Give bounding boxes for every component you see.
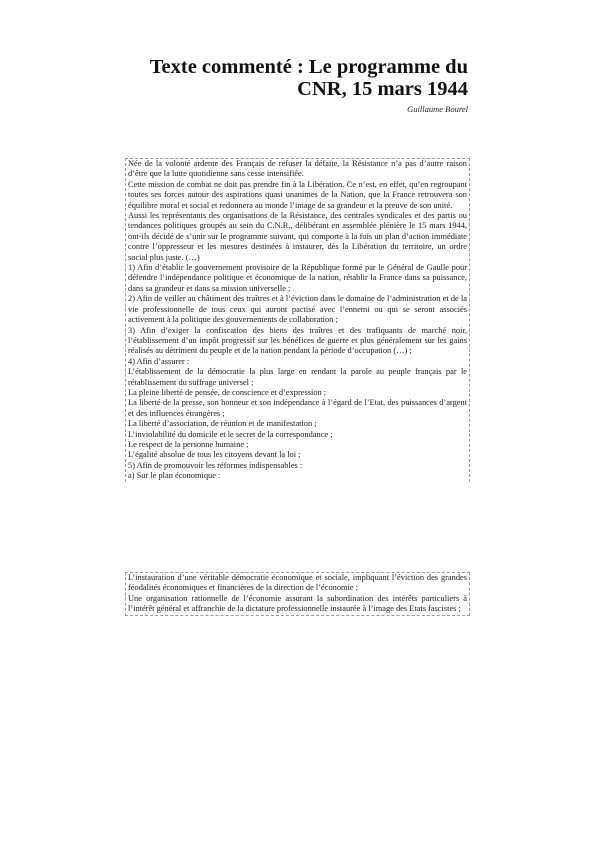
text-paragraph: La pleine liberté de pensée, de conscience et d’expression ;	[128, 387, 327, 397]
text-paragraph: L’établissement de la démocratie la plus large en rendant la parole au peuple français par le rétablissement du suffrage universel ;	[128, 367, 467, 387]
text-paragraph: 3) Afin d’exiger la confiscation des biens des traîtres et des trafiquants de marché noir, l’établissement d’un impôt progressif sur les bénéfices de guerre et plus généralement sur les gains réalisés au détriment du peuple et de la nation pendant la période d’occupation (…) ;	[128, 325, 467, 356]
text-paragraph: La liberté d’association, de réunion et de manifestation ;	[128, 419, 317, 429]
text-paragraph: a) Sur le plan économique :	[128, 471, 221, 481]
document-title: Texte commenté : Le programme du CNR, 15 mars 1944	[149, 56, 468, 100]
text-paragraph: Cette mission de combat ne doit pas prendre fin à la Libération. Ce n’est, en effet, qu’en regroupant toutes ses forces autour des aspirations quasi unanimes de la Nation, que la France retrouvera son équilibre moral et social et redonnera au monde l’image de sa grandeur et la preuve de son unité.	[128, 179, 467, 210]
text-paragraph: 4) Afin d’assurer :	[128, 356, 190, 366]
text-paragraph: 2) Afin de veiller au châtiment des traîtres et à l’éviction dans le domaine de l’administration et de la vie professionnelle de tous ceux qui auront pactisé avec l’ennemi ou qui se seront associés activement à la politique des gouvernements de collaboration ;	[128, 294, 467, 325]
quoted-text-inner-box	[125, 572, 470, 616]
text-paragraph: L’inviolabilité du domicile et le secret de la correspondance ;	[128, 429, 333, 439]
text-paragraph: L’instauration d’une véritable démocratie économique et sociale, impliquant l’éviction des grandes féodalités économiques et financières de la direction de l’économie ;	[128, 573, 467, 593]
text-paragraph: Née de la volonté ardente des Français de refuser la défaite, la Résistance n’a pas d’autre raison d’être que la lutte quotidienne sans cesse intensifiée.	[128, 159, 467, 179]
document-author: Guillaume Bourel	[407, 104, 468, 114]
text-paragraph: 1) Afin d’établir le gouvernement provisoire de la République formé par le Général de Gaulle pour défendre l’indépendance politique et économique de la nation, rétablir la France dans sa puissance, dans sa grandeur et dans sa mission universelle ;	[128, 263, 467, 293]
text-paragraph: Le respect de la personne humaine ;	[128, 439, 249, 449]
text-paragraph: La liberté de la presse, son honneur et son indépendance à l’égard de l’Etat, des puissances d’argent et des influences étrangères ;	[128, 398, 467, 418]
text-paragraph: 5) Afin de promouvoir les réformes indispensables :	[128, 460, 303, 470]
text-paragraph: Aussi les représentants des organisations de la Résistance, des centrales syndicales et des partis ou tendances politiques groupés au sein du C.N.R., délibérant en assemblée plénière le 15 mars 1944, ont-ils décidé de s’unir sur le programme suivant, qui comporte à la fois un plan d’action immédiate contre l’oppresseur et les mesures destinées à instaurer, dès la Libération du territoire, un ordre social plus juste. (…)	[128, 211, 467, 262]
text-paragraph: L’égalité absolue de tous les citoyens devant la loi ;	[128, 450, 301, 460]
quoted-text-box	[125, 158, 470, 482]
text-paragraph: Une organisation rationnelle de l’économie assurant la subordination des intérêts particuliers à l’intérêt général et affranchie de la dictature professionnelle instaurée à l’image des Etats fascistes ;	[128, 593, 467, 614]
